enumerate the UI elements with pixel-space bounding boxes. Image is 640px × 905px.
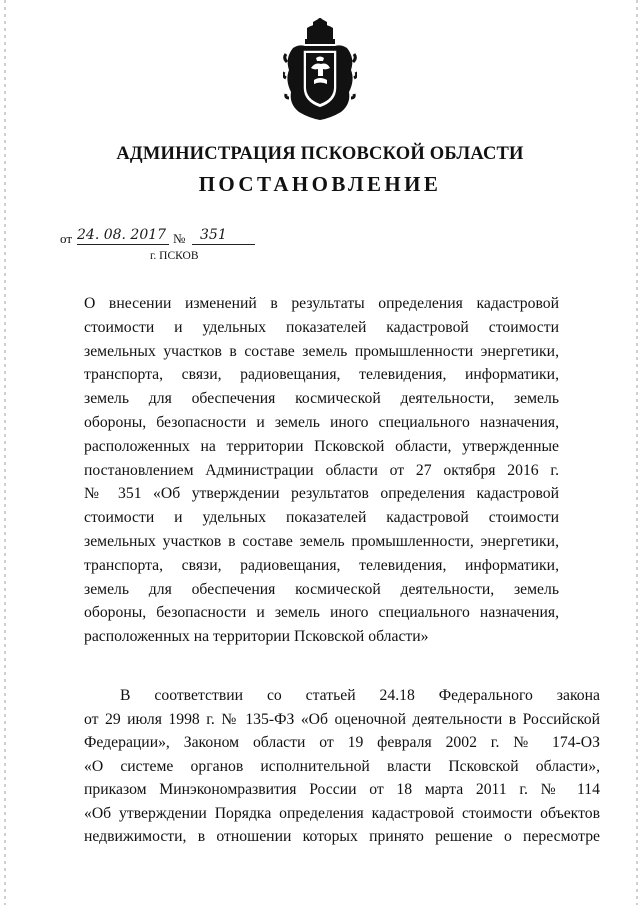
subject-line: постановлением Администрации области от 27 октября 2016 г. (84, 461, 559, 479)
body-paragraph (84, 684, 600, 849)
number-prefix: № (173, 231, 186, 246)
subject-line: транспорта, связи, радиовещания, телевидения, информатики, (84, 556, 559, 574)
subject-line: расположенных на территории Псковской области, утвержденные (84, 437, 559, 455)
scan-edge-right (636, 0, 638, 905)
body-line: недвижимости, в отношении которых принято решение о пересмотре (84, 828, 600, 845)
date-handwritten: 24. 08. 2017 (77, 226, 169, 245)
scan-edge-left (4, 0, 6, 905)
subject-line: земель для обеспечения космической деятельности, земель (84, 390, 559, 408)
subject-paragraph (84, 292, 559, 649)
subject-line: стоимости и удельных показателей кадастровой стоимости (84, 318, 559, 336)
body-line: «Об утверждении Порядка определения кадастровой стоимости объектов (84, 804, 600, 822)
subject-line: обороны, безопасности и земель иного специального назначения, (84, 413, 559, 431)
body-line: В соответствии со статьей 24.18 Федерального закона (120, 687, 600, 704)
body-line: Федерации», Законом области от 19 февраля 2002 г. № 174-ОЗ (84, 734, 600, 751)
body-line: приказом Минэкономразвития России от 18 марта 2011 г. № 114 (84, 781, 600, 798)
subject-line: транспорта, связи, радиовещания, телевидения, информатики, (84, 366, 559, 384)
subject-line: земельных участков в составе земель промышленности энергетики, (84, 342, 559, 360)
subject-line: расположенных на территории Псковской области» (84, 628, 429, 646)
subject-line: земель для обеспечения космической деятельности, земель (84, 580, 559, 598)
body-line: от 29 июля 1998 г. № 135-ФЗ «Об оценочной деятельности в Российской (84, 710, 600, 728)
number-handwritten: 351 (192, 226, 255, 245)
subject-line: О внесении изменений в результаты определения кадастровой (84, 295, 559, 312)
subject-line: стоимости и удельных показателей кадастровой стоимости (84, 509, 559, 527)
date-number-line (60, 226, 260, 246)
date-prefix: от (60, 231, 73, 246)
body-line: «О системе органов исполнительной власти Псковской области», (84, 757, 600, 775)
subject-line: № 351 «Об утверждении результатов определения кадастровой (84, 485, 559, 503)
organization-title: АДМИНИСТРАЦИЯ ПСКОВСКОЙ ОБЛАСТИ (116, 144, 524, 164)
subject-line: земельных участков в составе земель промышленности, энергетики, (84, 532, 559, 550)
coat-of-arms-icon (283, 18, 357, 122)
subject-line: обороны, безопасности и земель иного специального назначения, (84, 604, 559, 622)
document-type-title: ПОСТАНОВЛЕНИЕ (198, 172, 442, 196)
city-label: г. ПСКОВ (150, 250, 199, 262)
